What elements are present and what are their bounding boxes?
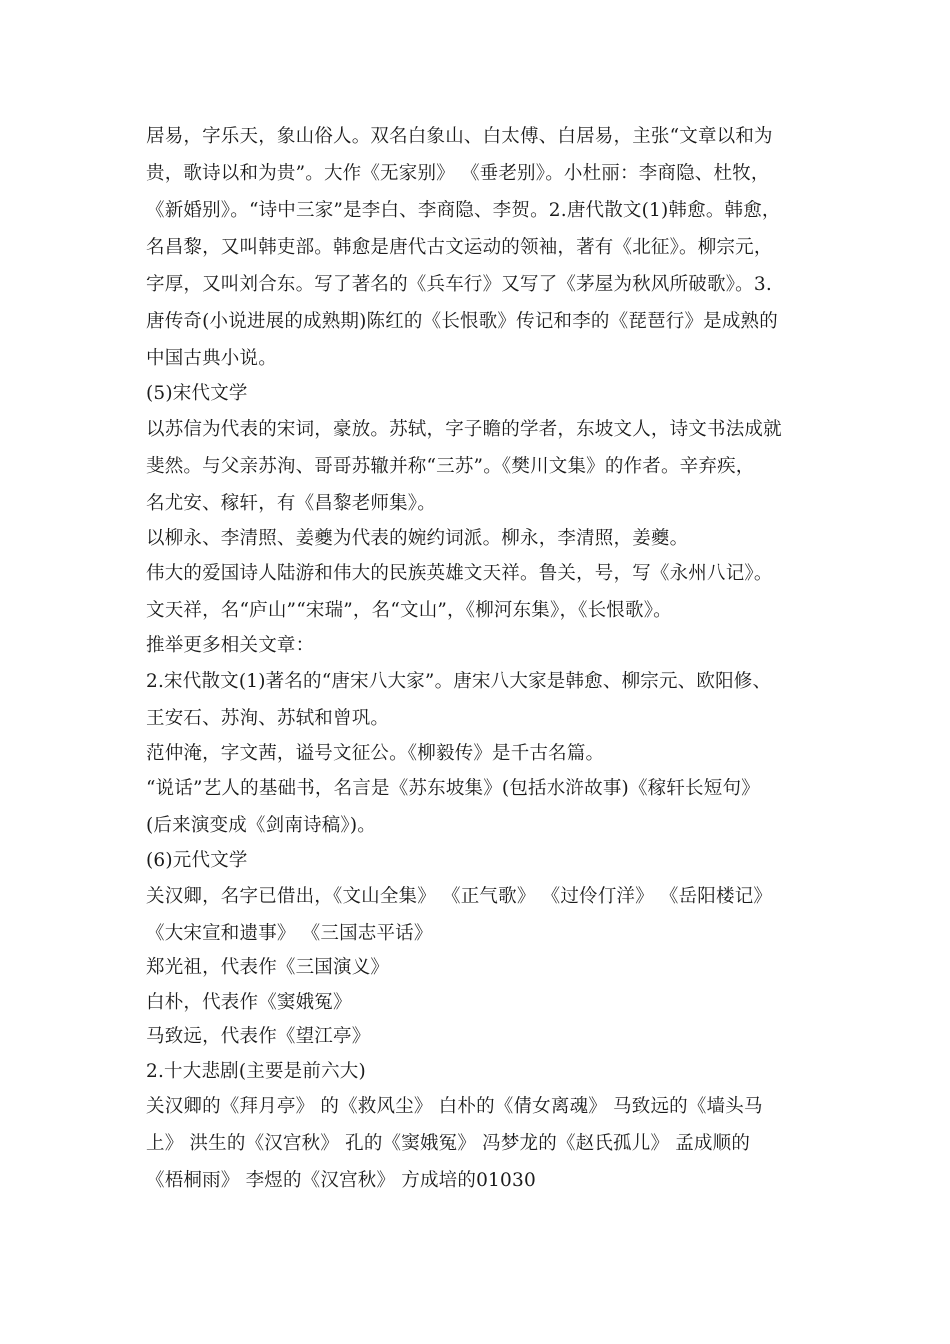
text-line: 居易，字乐天，象山俗人。双名白象山、白太傅、白居易，主张“文章以和为 xyxy=(146,126,773,147)
text-line: (后来演变成《剑南诗稿》)。 xyxy=(146,815,376,836)
text-line: 贵，歌诗以和为贵”。大作《无家别》 《垂老别》。小杜丽：李商隐、杜牧， xyxy=(146,163,770,184)
text-line: 白朴，代表作《窦娥冤》 xyxy=(146,992,352,1013)
text-line: 推举更多相关文章： xyxy=(146,635,315,656)
text-line: 以柳永、李清照、姜夔为代表的婉约词派。柳永，李清照，姜夔。 xyxy=(146,528,689,549)
text-line: 伟大的爱国诗人陆游和伟大的民族英雄文天祥。鲁关，号，写《永州八记》。 xyxy=(146,563,773,584)
text-line: 斐然。与父亲苏洵、哥哥苏辙并称“三苏”。《樊川文集》的作者。辛弃疾， xyxy=(146,456,755,477)
text-line: 中国古典小说。 xyxy=(146,348,277,369)
section-heading: (5)宋代文学 xyxy=(146,383,248,404)
text-line: 字厚，又叫刘合东。写了著名的《兵车行》又写了《茅屋为秋风所破歌》。3. xyxy=(146,274,772,295)
text-line: 范仲淹，字文茜，谥号文征公。《柳毅传》是千古名篇。 xyxy=(146,743,605,764)
text-line: 郑光祖，代表作《三国演义》 xyxy=(146,957,390,978)
text-line: 《新婚别》。“诗中三家”是李白、李商隐、李贺。2.唐代散文(1)韩愈。韩愈， xyxy=(146,200,781,221)
text-line: 以苏信为代表的宋词，豪放。苏轼，字子瞻的学者，东坡文人，诗文书法成就 xyxy=(146,419,782,440)
text-line: 王安石、苏洵、苏轼和曾巩。 xyxy=(146,708,390,729)
text-line: 关汉卿的《拜月亭》 的《救风尘》 白朴的《倩女离魂》 马致远的《墙头马 xyxy=(146,1096,763,1117)
text-line: 《梧桐雨》 李煜的《汉宫秋》 方成培的01030 xyxy=(146,1170,536,1191)
text-line: 名昌黎，又叫韩吏部。韩愈是唐代古文运动的领袖，著有《北征》。柳宗元， xyxy=(146,237,773,258)
text-line: 唐传奇(小说进展的成熟期)陈红的《长恨歌》传记和李的《琵琶行》是成熟的 xyxy=(146,311,778,332)
text-line: 上》 洪生的《汉宫秋》 孔的《窦娥冤》 冯梦龙的《赵氏孤儿》 孟成顺的 xyxy=(146,1133,751,1154)
text-line: 名尤安、稼轩，有《昌黎老师集》。 xyxy=(146,493,436,514)
text-line: 2.宋代散文(1)著名的“唐宋八大家”。唐宋八大家是韩愈、柳宗元、欧阳修、 xyxy=(146,671,772,692)
section-heading: (6)元代文学 xyxy=(146,850,248,871)
text-line: 《大宋宣和遗事》 《三国志平话》 xyxy=(146,923,433,944)
section-heading: 2.十大悲剧(主要是前六大) xyxy=(146,1061,366,1082)
text-line: 文天祥，名“庐山”“宋瑞”，名“文山”，《柳河东集》，《长恨歌》。 xyxy=(146,600,672,621)
text-line: 关汉卿，名字已借出，《文山全集》 《正气歌》 《过伶仃洋》 《岳阳楼记》 xyxy=(146,886,773,907)
text-line: 马致远，代表作《望江亭》 xyxy=(146,1026,371,1047)
text-line: “说话”艺人的基础书，名言是《苏东坡集》(包括水浒故事)《稼轩长短句》 xyxy=(146,778,760,799)
